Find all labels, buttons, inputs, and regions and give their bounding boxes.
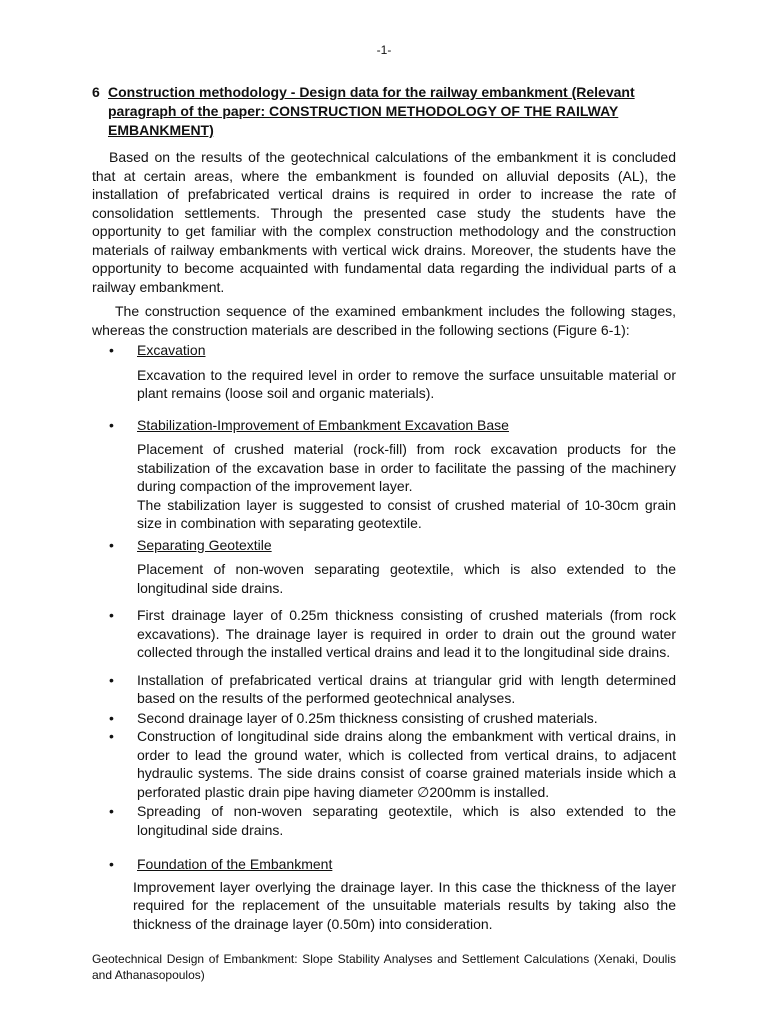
list-item-second-drainage (92, 709, 676, 728)
list-item-stabilization (92, 416, 676, 533)
list-item-excavation (92, 341, 676, 403)
spreading-text: Spreading of non-woven separating geotextile, which is also extended to the longitudinal side drains. (137, 803, 676, 838)
section-heading (92, 83, 676, 140)
bullet-icon: • (109, 709, 114, 726)
second-drainage-text: Second drainage layer of 0.25m thickness consisting of crushed materials. (137, 709, 598, 726)
bullet-icon: • (109, 671, 114, 688)
excavation-text: Excavation to the required level in order to remove the surface unsuitable material or plant remains (loose soil and organic materials). (137, 366, 676, 401)
excavation-title: Excavation (137, 342, 206, 358)
section-number: 6 (92, 84, 100, 100)
sequence-paragraph: The construction sequence of the examined embankment includes the following stages, whereas the construction materials are described in the following sections (Figure 6-1): (92, 303, 676, 338)
side-drains-text: Construction of longitudinal side drains along the embankment with vertical drains, in order to lead the ground water, which is collected from vertical drains, to adjacent hydraulic systems. The side drains consist of coarse grained materials inside which a perforated plastic drain pipe having diameter ∅200mm is installed. (137, 728, 676, 800)
foundation-text: Improvement layer overlying the drainage layer. In this case the thickness of the layer required for the replacement of the unsuitable materials results by taking also the thickness of the drainage layer (0.50m) into consideration. (133, 878, 676, 932)
heading-line-3: EMBANKMENT) (108, 122, 214, 138)
list-item-first-drainage (92, 606, 676, 662)
bullet-icon: • (109, 416, 114, 433)
bullet-icon: • (109, 607, 114, 623)
page-number: -1- (376, 43, 392, 57)
first-drainage-text: First drainage layer of 0.25m thickness consisting of crushed materials (from rock excavations). The drainage layer is required in order to drain out the ground water collected through the installed vertical drains and lead it to the longitudinal side drains. (137, 607, 676, 660)
page-footer: Geotechnical Design of Embankment: Slope Stability Analyses and Settlement Calculations (Xenaki, Doulis and Athanasopoulos) (92, 952, 676, 982)
heading-line-2: paragraph of the paper: CONSTRUCTION METHODOLOGY OF THE RAILWAY (108, 103, 619, 119)
list-item-vertical-drains (92, 671, 676, 708)
stabilization-title: Stabilization-Improvement of Embankment Excavation Base (137, 416, 509, 433)
vertical-drains-text: Installation of prefabricated vertical drains at triangular grid with length determined based on the results of the performed geotechnical analyses. (137, 671, 676, 706)
geotextile-title: Separating Geotextile (137, 536, 272, 553)
list-item-side-drains (92, 727, 676, 801)
bullet-icon: • (109, 536, 114, 553)
list-item-spreading (92, 802, 676, 839)
intro-paragraph: Based on the results of the geotechnical calculations of the embankment it is concluded that at certain areas, where the embankment is founded on alluvial deposits (AL), the installation of prefabricated vertical drains is required in order to increase the rate of consolidation settlements. Through the presented case study the students have the opportunity to get familiar with the complex construction methodology and the construction materials of railway embankments with vertical wick drains. Moreover, the students have the opportunity to become acquainted with fundamental data regarding the individual parts of a railway embankment. (92, 149, 676, 295)
construction-stages-list (92, 341, 676, 933)
heading-line-1: Construction methodology - Design data for the railway embankment (Relevant (108, 84, 635, 100)
bullet-icon: • (109, 856, 114, 872)
bullet-icon: • (109, 803, 114, 819)
list-item-foundation (92, 855, 676, 933)
foundation-title: Foundation of the Embankment (137, 856, 333, 872)
list-item-geotextile (92, 536, 676, 598)
stabilization-text-1: Placement of crushed material (rock-fill) from rock excavation products for the stabilization of the excavation base in order to facilitate the passing of the machinery during compaction of the improvement layer. (137, 441, 676, 494)
stabilization-text-2: The stabilization layer is suggested to consist of crushed material of 10-30cm grain size in combination with separating geotextile. (137, 496, 676, 531)
bullet-icon: • (109, 342, 114, 358)
bullet-icon: • (109, 728, 114, 744)
geotextile-text: Placement of non-woven separating geotextile, which is also extended to the longitudinal side drains. (137, 561, 676, 596)
